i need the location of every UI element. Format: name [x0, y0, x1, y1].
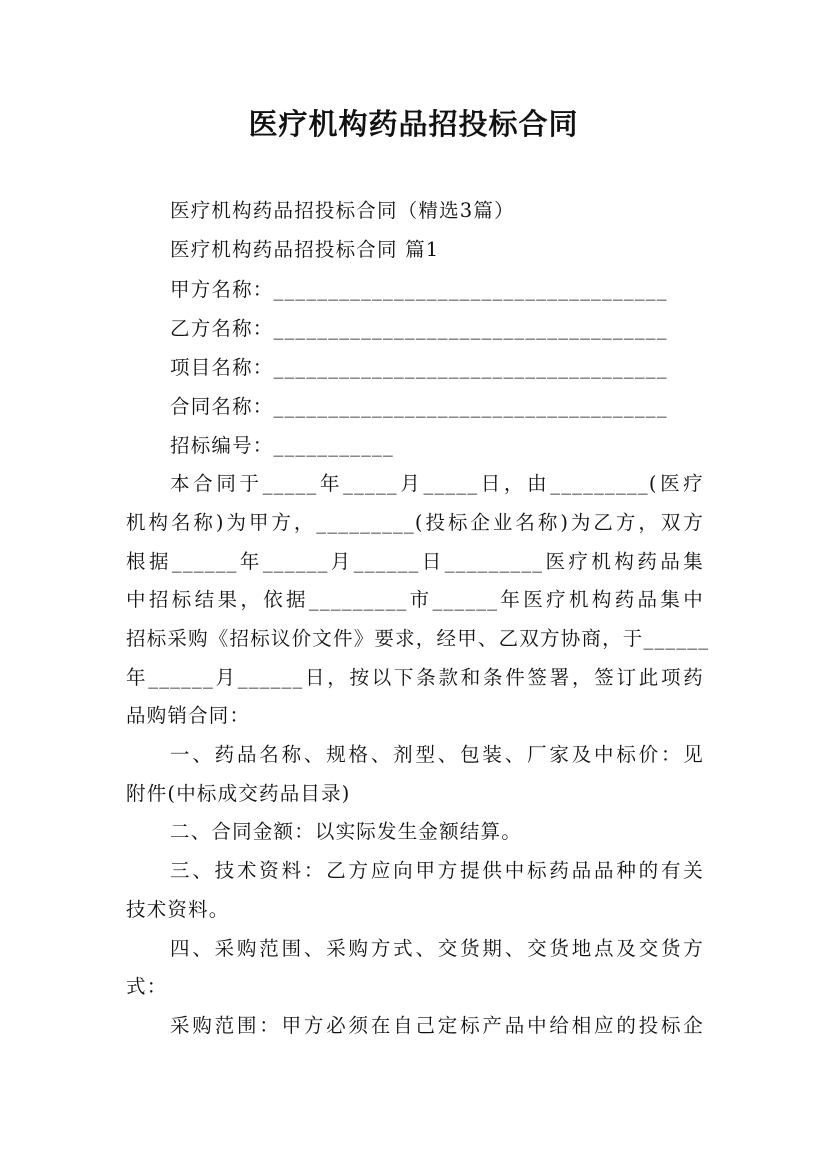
clause-line: 二、合同金额：以实际发生金额结算。	[170, 820, 522, 843]
paragraph-line: 根据______年______月______日_________医疗机构药品集	[126, 550, 704, 573]
document-title: 医疗机构药品招投标合同	[248, 107, 579, 141]
paragraph-line: 中招标结果，依据_________市______年医疗机构药品集中	[126, 588, 704, 611]
clause-line: 三、技术资料：乙方应向甲方提供中标药品品种的有关	[170, 859, 704, 882]
clause-line: 式：	[126, 975, 168, 998]
paragraph-line: 机构名称)为甲方，_________(投标企业名称)为乙方，双方	[126, 511, 704, 534]
party-a-field: 甲方名称：____________________________________	[170, 278, 668, 301]
contract-name-field: 合同名称：____________________________________	[170, 395, 668, 418]
clause-line: 四、采购范围、采购方式、交货期、交货地点及交货方	[170, 937, 704, 960]
subtitle-line: 医疗机构药品招投标合同（精选3篇）	[170, 199, 515, 222]
paragraph-line: 本合同于_____年_____月_____日，由_________(医疗	[170, 472, 704, 495]
clause-line: 技术资料。	[126, 898, 230, 921]
project-name-field: 项目名称：____________________________________	[170, 356, 668, 379]
paragraph-line: 品购销合同：	[126, 704, 251, 727]
tender-number-field: 招标编号：___________	[170, 434, 394, 457]
section-heading-line: 医疗机构药品招投标合同 篇1	[170, 238, 440, 261]
clause-line: 一、药品名称、规格、剂型、包装、厂家及中标价：见	[170, 743, 704, 766]
clause-line: 采购范围：甲方必须在自己定标产品中给相应的投标企	[170, 1014, 704, 1037]
paragraph-line: 招标采购《招标议价文件》要求，经甲、乙双方协商，于______	[126, 627, 710, 650]
party-b-field: 乙方名称：____________________________________	[170, 317, 668, 340]
paragraph-line: 年______月______日，按以下条款和条件签署，签订此项药	[126, 666, 704, 689]
clause-line: 附件(中标成交药品目录)	[126, 782, 351, 805]
